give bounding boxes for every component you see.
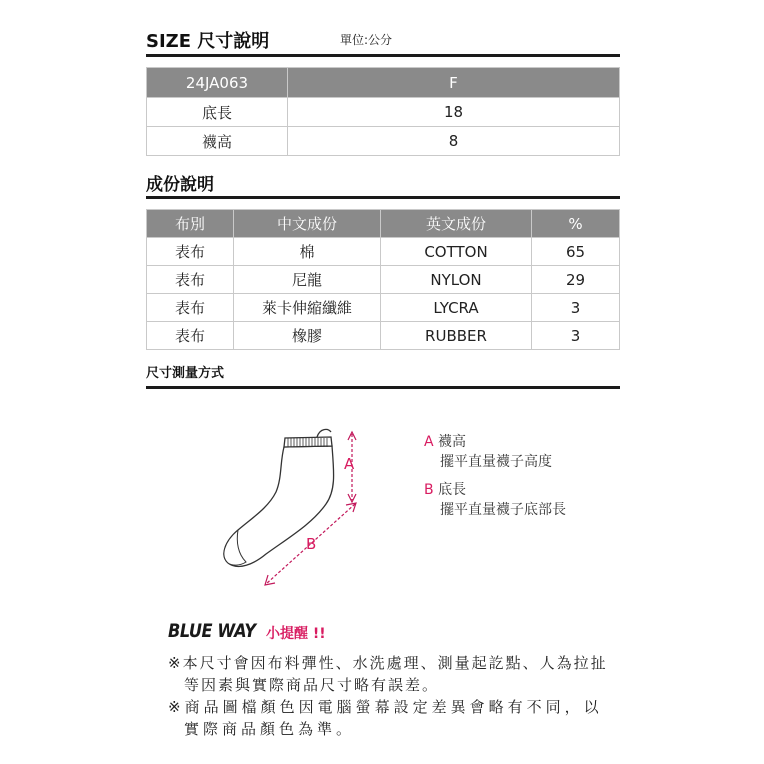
- table-row: [147, 322, 620, 350]
- percent-cell: 65: [532, 238, 620, 266]
- material-cn-cell: 棉: [234, 238, 381, 266]
- size-section-title: SIZE 尺寸說明: [146, 31, 270, 52]
- legend-letter-b: B: [424, 482, 434, 498]
- table-row: [147, 98, 620, 127]
- brand-logo: BLUE WAY: [168, 620, 256, 642]
- fabric-cell: 表布: [147, 266, 234, 294]
- legend-name-a: 襪高: [438, 434, 467, 450]
- diagram-label-b: B: [306, 535, 317, 553]
- legend-name-b: 底長: [438, 482, 467, 498]
- legend-item-a: [424, 432, 552, 472]
- size-table: [146, 67, 620, 156]
- composition-header-fabric: 布別: [147, 210, 234, 238]
- reminder-title: 小提醒 !!: [266, 626, 326, 642]
- legend-item-b: [424, 480, 566, 520]
- sock-diagram: [200, 420, 380, 595]
- size-row-value: 18: [288, 98, 620, 127]
- material-cn-cell: 橡膠: [234, 322, 381, 350]
- material-cn-cell: 萊卡伸縮纖維: [234, 294, 381, 322]
- measure-section-title: 尺寸測量方式: [146, 366, 225, 381]
- size-header-style: 24JA063: [147, 68, 288, 98]
- note-line: 等因素與實際商品尺寸略有誤差。: [184, 676, 440, 694]
- fabric-cell: 表布: [147, 238, 234, 266]
- material-en-cell: RUBBER: [381, 322, 532, 350]
- size-header-f: F: [288, 68, 620, 98]
- table-row: [147, 294, 620, 322]
- size-row-label: 襪高: [147, 127, 288, 156]
- legend-letter-a: A: [424, 434, 434, 450]
- composition-section-rule: [146, 196, 620, 199]
- note-line: ※本尺寸會因布料彈性、水洗處理、測量起訖點、人為拉扯: [168, 654, 608, 672]
- material-en-cell: LYCRA: [381, 294, 532, 322]
- percent-cell: 3: [532, 294, 620, 322]
- size-section-rule: [146, 54, 620, 57]
- fabric-cell: 表布: [147, 322, 234, 350]
- legend-desc-b: 擺平直量襪子底部長: [440, 502, 566, 518]
- diagram-label-a: A: [344, 455, 355, 473]
- composition-section-title: 成份說明: [146, 175, 214, 195]
- material-en-cell: NYLON: [381, 266, 532, 294]
- fabric-cell: 表布: [147, 294, 234, 322]
- composition-header-pct: %: [532, 210, 620, 238]
- percent-cell: 29: [532, 266, 620, 294]
- percent-cell: 3: [532, 322, 620, 350]
- measure-section-rule: [146, 386, 620, 389]
- table-row: [147, 238, 620, 266]
- composition-header-cn: 中文成份: [234, 210, 381, 238]
- table-row: [147, 266, 620, 294]
- note-line: 實際商品顏色為準。: [184, 720, 356, 738]
- note-line: ※商品圖檔顏色因電腦螢幕設定差異會略有不同，以: [168, 698, 603, 716]
- reminder-note-2: [168, 696, 603, 740]
- material-cn-cell: 尼龍: [234, 266, 381, 294]
- sock-outline: [224, 446, 334, 566]
- material-en-cell: COTTON: [381, 238, 532, 266]
- unit-label: 單位:公分: [340, 33, 393, 47]
- size-row-value: 8: [288, 127, 620, 156]
- size-row-label: 底長: [147, 98, 288, 127]
- composition-header-en: 英文成份: [381, 210, 532, 238]
- arrow-b-head-bottom: [265, 575, 275, 585]
- table-row: [147, 127, 620, 156]
- reminder-note-1: [168, 652, 608, 696]
- composition-table: [146, 209, 620, 350]
- sock-heel-tab: [317, 429, 331, 437]
- legend-desc-a: 擺平直量襪子高度: [440, 454, 552, 470]
